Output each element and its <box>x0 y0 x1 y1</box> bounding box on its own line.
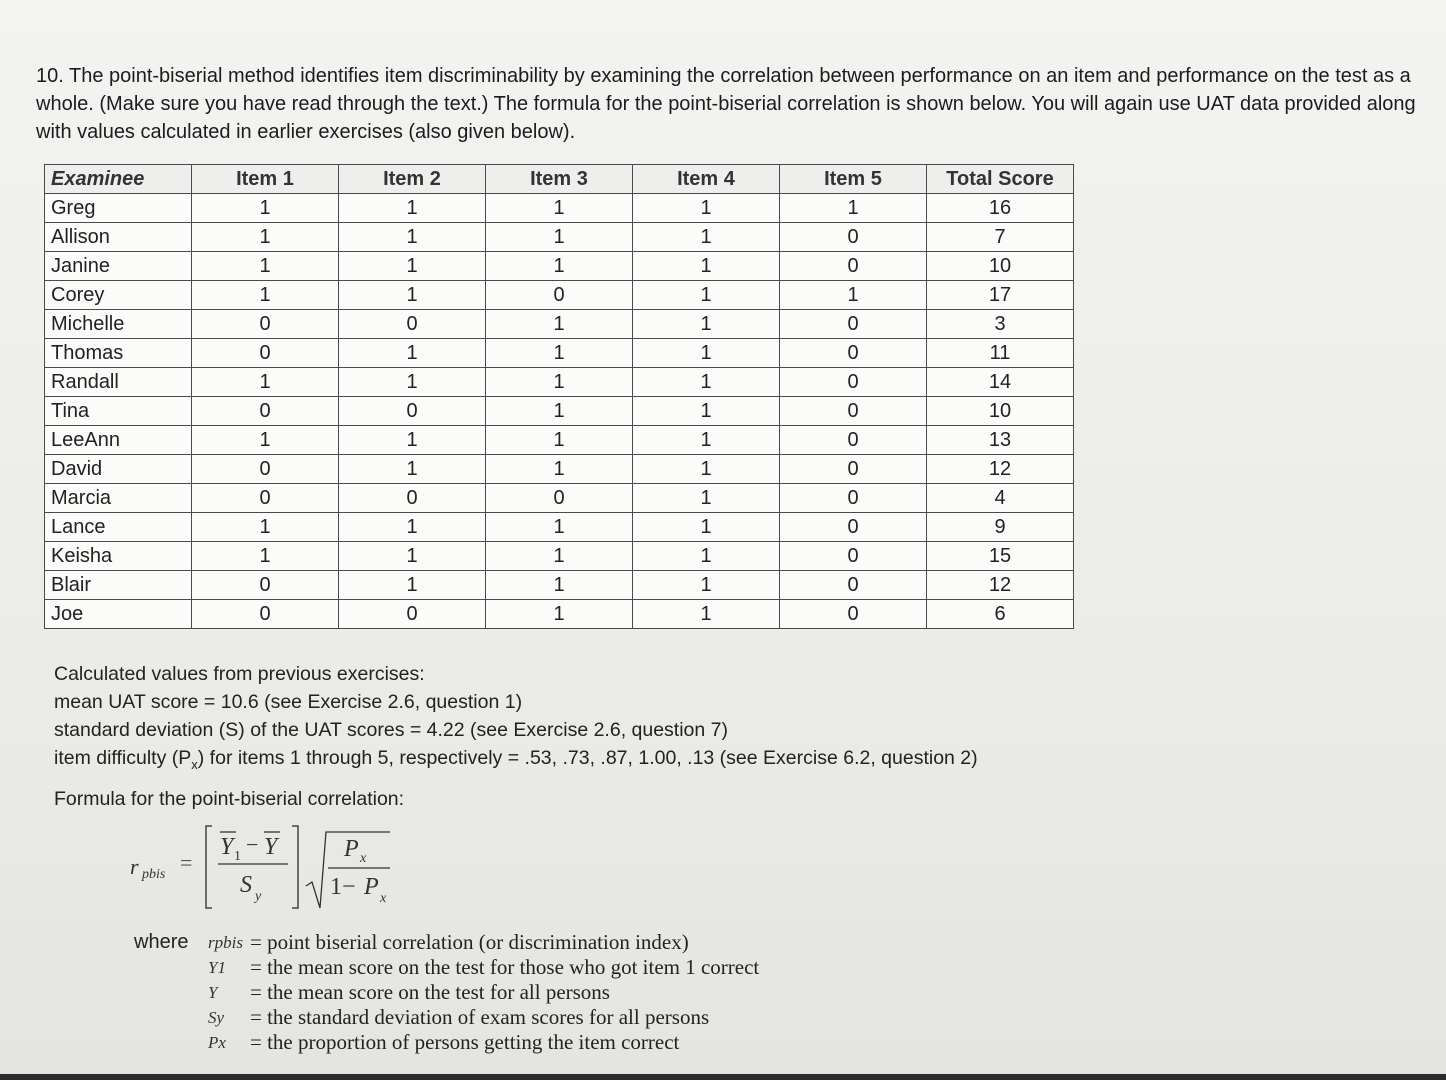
item-4-cell: 1 <box>633 368 780 397</box>
examinee-name-cell: Lance <box>45 513 192 542</box>
item-3-cell: 0 <box>486 484 633 513</box>
item-3-cell: 1 <box>486 513 633 542</box>
definition-symbol: Y1 <box>208 958 226 977</box>
definition-text: = the proportion of persons getting the item correct <box>250 1030 680 1054</box>
item-1-cell: 1 <box>192 426 339 455</box>
examinee-name-cell: Janine <box>45 252 192 281</box>
item-2-cell: 1 <box>339 252 486 281</box>
total-score-cell: 10 <box>927 252 1074 281</box>
item-3-cell: 1 <box>486 455 633 484</box>
table-row <box>45 223 1074 252</box>
formula-title: Formula for the point-biserial correlation: <box>54 787 405 810</box>
calc-difficulty-pre: item difficulty (P <box>54 747 192 769</box>
item-2-cell: 0 <box>339 600 486 629</box>
total-score-cell: 10 <box>927 397 1074 426</box>
formula-y1: Y <box>220 834 234 860</box>
table-row <box>45 600 1074 629</box>
item-2-cell: 0 <box>339 397 486 426</box>
examinee-name-cell: LeeAnn <box>45 426 192 455</box>
definition-row <box>134 1005 1034 1030</box>
item-5-cell: 0 <box>780 426 927 455</box>
examinee-name-cell: Greg <box>45 194 192 223</box>
item-5-cell: 0 <box>780 484 927 513</box>
item-1-cell: 0 <box>192 571 339 600</box>
item-2-cell: 1 <box>339 339 486 368</box>
item-3-cell: 1 <box>486 339 633 368</box>
item-2-cell: 1 <box>339 426 486 455</box>
item-5-cell: 0 <box>780 252 927 281</box>
table-row <box>45 484 1074 513</box>
formula-definitions <box>134 930 1034 1055</box>
calc-difficulty-post: ) for items 1 through 5, respectively = .53, .73, .87, 1.00, .13 (see Exercise 6.2, question 2) <box>197 747 978 769</box>
examinee-name-cell: Randall <box>45 368 192 397</box>
item-5-cell: 0 <box>780 513 927 542</box>
item-2-cell: 1 <box>339 542 486 571</box>
total-score-cell: 12 <box>927 571 1074 600</box>
item-1-cell: 0 <box>192 310 339 339</box>
item-2-cell: 1 <box>339 571 486 600</box>
table-row <box>45 397 1074 426</box>
item-4-cell: 1 <box>633 397 780 426</box>
header-examinee: Examinee <box>45 165 192 194</box>
item-2-cell: 1 <box>339 368 486 397</box>
total-score-cell: 4 <box>927 484 1074 513</box>
item-4-cell: 1 <box>633 426 780 455</box>
header-item-1: Item 1 <box>192 165 339 194</box>
total-score-cell: 14 <box>927 368 1074 397</box>
item-2-cell: 1 <box>339 194 486 223</box>
header-item-5: Item 5 <box>780 165 927 194</box>
total-score-cell: 15 <box>927 542 1074 571</box>
item-5-cell: 1 <box>780 281 927 310</box>
formula-y1-sub: 1 <box>234 849 241 864</box>
item-5-cell: 0 <box>780 571 927 600</box>
calc-difficulty <box>54 744 1154 779</box>
item-5-cell: 0 <box>780 600 927 629</box>
item-3-cell: 1 <box>486 426 633 455</box>
question-text: 10. The point-biserial method identifies item discriminability by examining the correlation between performance on an item and performance on the test as a whole. (Make sure you have read through the text.) The formula for the point-biserial correlation is shown below. You will again use UAT data provided along with values calculated in earlier exercises (also given below). <box>36 65 1416 143</box>
table-row <box>45 310 1074 339</box>
item-4-cell: 1 <box>633 194 780 223</box>
total-score-cell: 7 <box>927 223 1074 252</box>
definition-row <box>134 930 1034 955</box>
table-row <box>45 281 1074 310</box>
definition-row <box>134 955 1034 980</box>
item-4-cell: 1 <box>633 455 780 484</box>
item-3-cell: 1 <box>486 368 633 397</box>
header-item-4: Item 4 <box>633 165 780 194</box>
examinee-name-cell: Allison <box>45 223 192 252</box>
item-4-cell: 1 <box>633 571 780 600</box>
item-5-cell: 0 <box>780 310 927 339</box>
definition-symbol: rpbis <box>208 933 243 952</box>
table-row <box>45 542 1074 571</box>
item-2-cell: 1 <box>339 281 486 310</box>
item-2-cell: 1 <box>339 513 486 542</box>
examinee-name-cell: Keisha <box>45 542 192 571</box>
formula-ybar: Y <box>264 834 278 860</box>
item-4-cell: 1 <box>633 484 780 513</box>
total-score-cell: 16 <box>927 194 1074 223</box>
calc-difficulty-sub: x <box>191 756 198 772</box>
table-row <box>45 339 1074 368</box>
item-1-cell: 0 <box>192 484 339 513</box>
item-4-cell: 1 <box>633 513 780 542</box>
item-4-cell: 1 <box>633 339 780 368</box>
total-score-cell: 9 <box>927 513 1074 542</box>
uat-data-table <box>44 164 1074 629</box>
table-row <box>45 252 1074 281</box>
item-1-cell: 1 <box>192 542 339 571</box>
definition-text: = the standard deviation of exam scores for all persons <box>250 1005 710 1029</box>
item-5-cell: 0 <box>780 455 927 484</box>
monitor-bezel-edge <box>0 1074 1446 1080</box>
table-header-row <box>45 165 1074 194</box>
table-row <box>45 368 1074 397</box>
item-3-cell: 1 <box>486 310 633 339</box>
examinee-name-cell: Joe <box>45 600 192 629</box>
header-item-3: Item 3 <box>486 165 633 194</box>
formula-left-bracket <box>206 826 212 908</box>
point-biserial-formula <box>128 818 428 918</box>
formula-r-sub: pbis <box>142 867 166 882</box>
item-4-cell: 1 <box>633 223 780 252</box>
item-4-cell: 1 <box>633 600 780 629</box>
examinee-name-cell: Marcia <box>45 484 192 513</box>
definition-symbol: Px <box>208 1033 226 1052</box>
definition-text: = point biserial correlation (or discrimination index) <box>250 930 689 954</box>
total-score-cell: 6 <box>927 600 1074 629</box>
item-3-cell: 1 <box>486 397 633 426</box>
calc-mean: mean UAT score = 10.6 (see Exercise 2.6, question 1) <box>54 691 523 713</box>
item-4-cell: 1 <box>633 281 780 310</box>
formula-p2: P <box>364 874 379 900</box>
item-1-cell: 1 <box>192 194 339 223</box>
total-score-cell: 3 <box>927 310 1074 339</box>
item-2-cell: 1 <box>339 223 486 252</box>
item-3-cell: 1 <box>486 194 633 223</box>
table-row <box>45 194 1074 223</box>
formula-one-minus: 1− <box>330 874 356 900</box>
formula-minus: − <box>246 832 259 857</box>
item-1-cell: 1 <box>192 368 339 397</box>
item-5-cell: 1 <box>780 194 927 223</box>
formula-p: P <box>344 836 359 862</box>
item-5-cell: 0 <box>780 368 927 397</box>
header-item-2: Item 2 <box>339 165 486 194</box>
item-1-cell: 0 <box>192 455 339 484</box>
item-2-cell: 0 <box>339 484 486 513</box>
definition-text: = the mean score on the test for those who got item 1 correct <box>250 955 760 979</box>
total-score-cell: 17 <box>927 281 1074 310</box>
item-1-cell: 1 <box>192 223 339 252</box>
table-row <box>45 455 1074 484</box>
item-4-cell: 1 <box>633 310 780 339</box>
item-4-cell: 1 <box>633 252 780 281</box>
item-1-cell: 0 <box>192 339 339 368</box>
item-3-cell: 1 <box>486 542 633 571</box>
examinee-name-cell: Thomas <box>45 339 192 368</box>
definition-row <box>134 980 1034 1005</box>
table-body <box>45 194 1074 629</box>
examinee-name-cell: Michelle <box>45 310 192 339</box>
formula-equals: = <box>180 850 193 875</box>
item-3-cell: 1 <box>486 252 633 281</box>
definition-row <box>134 1030 1034 1055</box>
item-3-cell: 1 <box>486 571 633 600</box>
calc-sd: standard deviation (S) of the UAT scores = 4.22 (see Exercise 2.6, question 7) <box>54 719 729 741</box>
definition-symbol: Sy <box>208 1008 225 1027</box>
examinee-name-cell: Tina <box>45 397 192 426</box>
item-5-cell: 0 <box>780 339 927 368</box>
definition-symbol: Y <box>208 983 218 1002</box>
calculated-values <box>54 660 1154 813</box>
total-score-cell: 11 <box>927 339 1074 368</box>
item-1-cell: 1 <box>192 513 339 542</box>
item-5-cell: 0 <box>780 542 927 571</box>
item-5-cell: 0 <box>780 223 927 252</box>
total-score-cell: 12 <box>927 455 1074 484</box>
item-1-cell: 1 <box>192 252 339 281</box>
item-3-cell: 0 <box>486 281 633 310</box>
calc-heading: Calculated values from previous exercises: <box>54 663 425 685</box>
total-score-cell: 13 <box>927 426 1074 455</box>
item-1-cell: 1 <box>192 281 339 310</box>
table-row <box>45 426 1074 455</box>
examinee-name-cell: Corey <box>45 281 192 310</box>
formula-p2-sub: x <box>380 891 387 906</box>
formula-right-bracket <box>292 826 298 908</box>
formula-s: S <box>240 872 252 898</box>
examinee-name-cell: Blair <box>45 571 192 600</box>
where-label: where <box>134 931 189 953</box>
item-3-cell: 1 <box>486 600 633 629</box>
formula-p-sub: x <box>360 851 367 866</box>
table-row <box>45 513 1074 542</box>
item-3-cell: 1 <box>486 223 633 252</box>
item-1-cell: 0 <box>192 397 339 426</box>
item-4-cell: 1 <box>633 542 780 571</box>
item-5-cell: 0 <box>780 397 927 426</box>
table-row <box>45 571 1074 600</box>
formula-r: r <box>130 854 139 879</box>
item-2-cell: 1 <box>339 455 486 484</box>
item-1-cell: 0 <box>192 600 339 629</box>
formula-s-sub: y <box>255 889 262 904</box>
examinee-name-cell: David <box>45 455 192 484</box>
header-total-score: Total Score <box>927 165 1074 194</box>
item-2-cell: 0 <box>339 310 486 339</box>
definition-text: = the mean score on the test for all persons <box>250 980 610 1004</box>
